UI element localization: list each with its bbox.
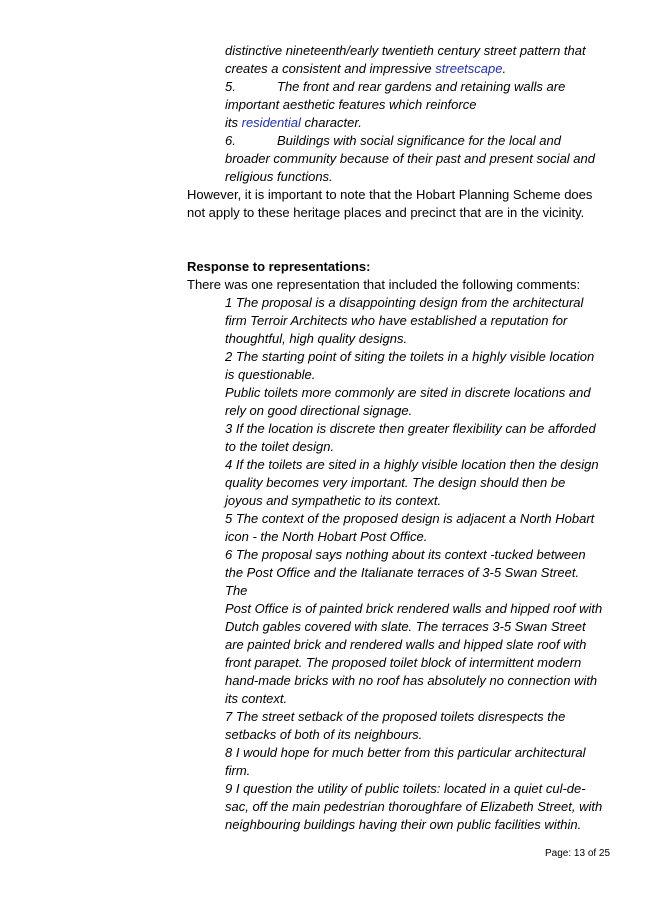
comment-line: quality becomes very important. The design should then be bbox=[225, 475, 566, 490]
heritage-line: important aesthetic features which reinforce bbox=[225, 97, 477, 112]
text-span: its bbox=[225, 115, 242, 130]
comment-line: 2 The starting point of siting the toilets in a highly visible location bbox=[225, 349, 595, 364]
heritage-line bbox=[225, 114, 605, 132]
comment-line: joyous and sympathetic to its context. bbox=[225, 493, 442, 508]
page-number: Page: 13 of 25 bbox=[545, 848, 611, 859]
note-line: However, it is important to note that the Hobart Planning Scheme does bbox=[187, 187, 593, 202]
heritage-list-continued bbox=[225, 42, 605, 186]
residential-link[interactable]: residential bbox=[241, 115, 301, 130]
heritage-line bbox=[225, 60, 605, 78]
response-heading: Response to representations: bbox=[187, 259, 371, 274]
text-span: Buildings with social significance for the local and bbox=[277, 133, 561, 148]
comment-line: front parapet. The proposed toilet block of intermittent modern bbox=[225, 655, 582, 670]
comment-line: to the toilet design. bbox=[225, 439, 335, 454]
comment-line: 9 I question the utility of public toilets: located in a quiet cul-de- bbox=[225, 781, 586, 796]
comment-line: 3 If the location is discrete then greater flexibility can be afforded bbox=[225, 421, 596, 436]
note-line: not apply to these heritage places and precinct that are in the vicinity. bbox=[187, 205, 585, 220]
response-intro: There was one representation that included the following comments: bbox=[187, 277, 581, 292]
comment-line: sac, off the main pedestrian thoroughfare of Elizabeth Street, with bbox=[225, 799, 603, 814]
comment-line: rely on good directional signage. bbox=[225, 403, 413, 418]
comment-line: its context. bbox=[225, 691, 288, 706]
heritage-line: distinctive nineteenth/early twentieth century street pattern that bbox=[225, 43, 586, 58]
text-span: character. bbox=[300, 115, 362, 130]
text-span: . bbox=[502, 61, 507, 76]
heritage-note bbox=[187, 186, 607, 222]
comment-line: thoughtful, high quality designs. bbox=[225, 331, 408, 346]
comment-line: Public toilets more commonly are sited in discrete locations and bbox=[225, 385, 591, 400]
heritage-line: broader community because of their past and present social and bbox=[225, 151, 595, 166]
item-number: 6. bbox=[225, 133, 236, 148]
comment-line: firm. bbox=[225, 763, 251, 778]
comment-line: 5 The context of the proposed design is adjacent a North Hobart bbox=[225, 511, 595, 526]
comment-line: 7 The street setback of the proposed toilets disrespects the bbox=[225, 709, 566, 724]
streetscape-link[interactable]: streetscape bbox=[435, 61, 503, 76]
response-comments bbox=[225, 294, 605, 834]
comment-line: firm Terroir Architects who have established a reputation for bbox=[225, 313, 568, 328]
comment-line: setbacks of both of its neighbours. bbox=[225, 727, 423, 742]
text-span: The front and rear gardens and retaining walls are bbox=[277, 79, 566, 94]
comment-line: 6 The proposal says nothing about its context -tucked between bbox=[225, 547, 586, 562]
comment-line: hand-made bricks with no roof has absolutely no connection with bbox=[225, 673, 598, 688]
heritage-line: religious functions. bbox=[225, 169, 333, 184]
comment-line: 8 I would hope for much better from this particular architectural bbox=[225, 745, 586, 760]
comment-line: 1 The proposal is a disappointing design from the architectural bbox=[225, 295, 584, 310]
comment-line: icon - the North Hobart Post Office. bbox=[225, 529, 428, 544]
comment-line: Dutch gables covered with slate. The terraces 3-5 Swan Street bbox=[225, 619, 586, 634]
comment-line: 4 If the toilets are sited in a highly visible location then the design bbox=[225, 457, 599, 472]
item-number: 5. bbox=[225, 79, 236, 94]
text-span: creates a consistent and impressive bbox=[225, 61, 436, 76]
heritage-item-6 bbox=[225, 132, 605, 150]
comment-line: neighbouring buildings having their own public facilities within. bbox=[225, 817, 582, 832]
comment-line: Post Office is of painted brick rendered walls and hipped roof with bbox=[225, 601, 603, 616]
comment-line: is questionable. bbox=[225, 367, 316, 382]
comment-line: the Post Office and the Italianate terraces of 3-5 Swan Street. The bbox=[225, 565, 580, 598]
comment-line: are painted brick and rendered walls and hipped slate roof with bbox=[225, 637, 587, 652]
heritage-item-5 bbox=[225, 78, 605, 96]
